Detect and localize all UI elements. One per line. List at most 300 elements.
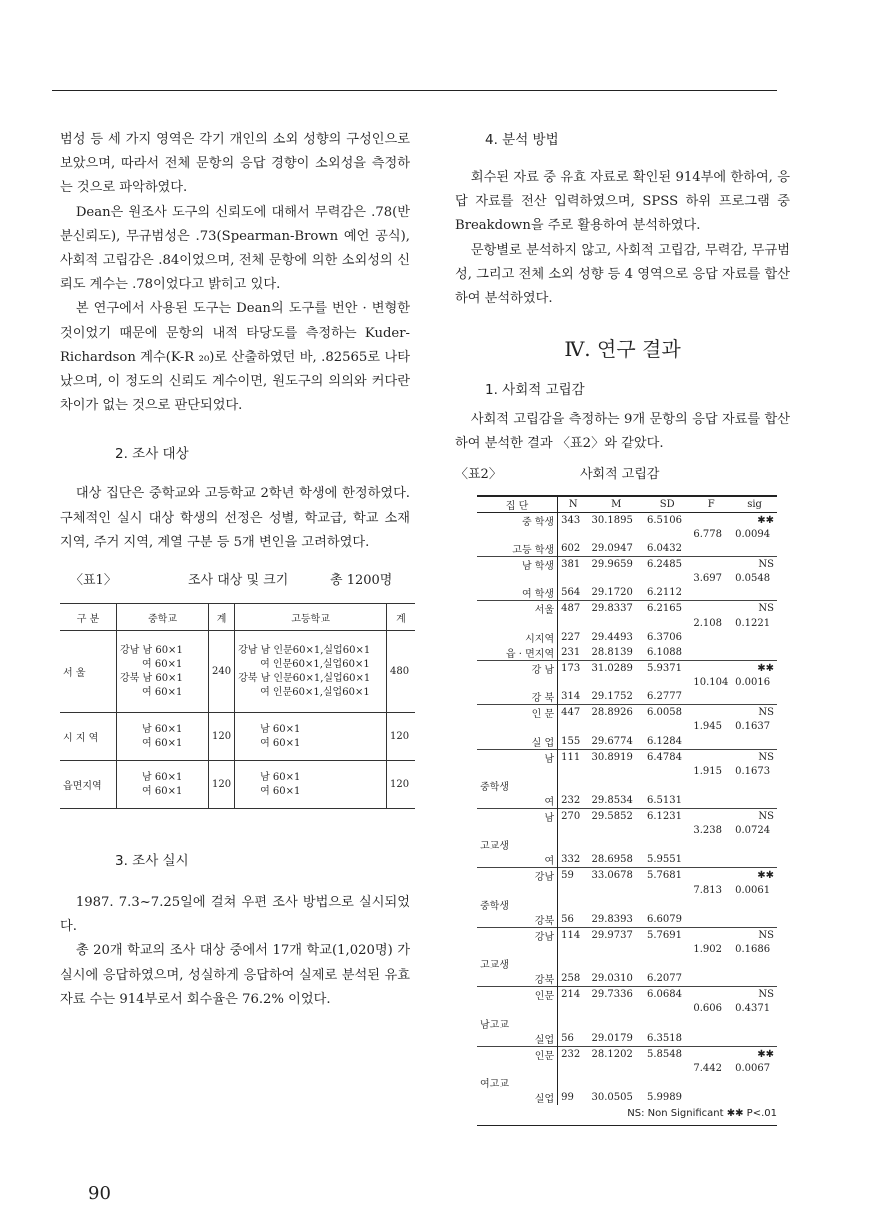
t2-m: 29.8393 [591,913,633,925]
t2-empty [644,824,690,837]
t2-sig-mark: ✱✱ [732,1046,777,1062]
t2-row [477,585,777,601]
t2-empty [644,1075,690,1090]
t2-empty [558,1002,589,1015]
t2-n: 56 [561,913,574,925]
t2-n: 232 [558,1046,589,1062]
t2-f [690,987,732,1003]
t2-empty [644,765,690,778]
t2-sig-mark: NS [732,705,777,721]
t2-sd: 5.7691 [644,927,690,943]
t2-group: 강북 [477,912,558,928]
t2-header: F [690,496,732,513]
t2-p: 0.0016 [735,676,771,688]
t2-f [690,793,732,809]
t2-f: 7.442 [693,1062,722,1074]
t2-f: 6.778 [693,528,722,540]
t2-sig [732,585,777,601]
t2-empty [644,943,690,956]
left-paragraph-3: 본 연구에서 사용된 도구는 Dean의 도구를 번안 · 변형한 것이었기 때문에 문항의 내적 타당도를 측정하는 Kuder-Richardson 계수(K-R ₂₀)로 산출하였던 바, .82565로 나타났으며, 이 정도의 신뢰도 계수이면, 원도구의 의의와 커다란 차이가 없는 것으로 판단되었다. [60,301,410,414]
t2-empty [558,1075,589,1090]
t2-sig [732,852,777,868]
t2-sig-mark: NS [732,987,777,1003]
section-1-heading: 1. 사회적 고립감 [485,382,585,399]
t2-sd: 6.4784 [644,749,690,765]
t2-group: 강 남 [477,660,558,676]
t2-empty [588,883,644,896]
t2-sd: 6.0684 [644,987,690,1003]
t2-row [477,912,777,928]
t2-empty [732,897,777,912]
t2-group: 여 [477,793,558,809]
t2-row [477,601,777,617]
t1-header: 구 분 [60,604,117,631]
t1-m-total: 240 [209,631,235,713]
t2-n: 487 [558,601,589,617]
t2-sd: 6.2112 [647,587,682,599]
table2-note: NS: Non Significant ✱✱ P<.01 [477,1105,777,1126]
t2-n: 114 [558,927,589,943]
t2-f [690,1031,732,1047]
t2-n: 231 [561,646,581,658]
t2-sig [732,689,777,705]
t2-m: 28.8139 [591,646,633,658]
t1-region: 읍면지역 [60,761,117,809]
page-number: 90 [88,1183,111,1204]
t2-f: 0.606 [693,1003,722,1015]
t1-m-total: 120 [209,761,235,809]
t2-sd: 6.2165 [644,601,690,617]
t2-group [477,720,558,733]
t2-sd: 6.6079 [647,913,682,925]
t2-f [690,749,732,765]
left-paragraph-1: 범성 등 세 가지 영역은 각기 개인의 소외 성향의 구성인으로 보았으며, 따라서 전체 문항의 응답 경향이 소외성을 측정하는 것으로 파악하였다. [60,132,410,196]
t2-sig [732,630,777,645]
t1-high [235,761,387,809]
t1-header: 계 [209,604,235,631]
top-rule [52,90,777,91]
t2-header: SD [644,496,690,513]
t2-sd: 5.7681 [644,868,690,884]
t2-m: 30.8919 [588,749,644,765]
t2-empty [588,528,644,541]
left-paragraph-5: 1987. 7.3~7.25일에 걸쳐 우편 조사 방법으로 실시되었다. [60,895,410,935]
t2-f [690,927,732,943]
t2-m: 30.1895 [588,512,644,528]
t2-group: 인문 [477,987,558,1003]
t2-f [690,585,732,601]
t2-sd: 6.2777 [647,691,682,703]
t2-row [477,1031,777,1047]
t2-group: 여 [477,852,558,868]
left-paragraph-6: 총 20개 학교의 조사 대상 중에서 17개 학교(1,020명) 가 실시에 응답하였으며, 성실하게 응답하여 실제로 분석된 유효 자료 수는 914부로서 회수율은 76.2% 이었다. [60,943,410,1007]
t2-m: 29.1720 [591,587,633,599]
t2-group: 여 학생 [477,585,558,601]
t2-empty [644,883,690,896]
t2-row [477,1062,777,1075]
t2-subgroup-label: 중학생 [477,897,558,912]
t2-n: 447 [558,705,589,721]
right-paragraph-1: 회수된 자료 중 유효 자료로 확인된 914부에 한하여, 응답 자료를 전산 입력하였으며, SPSS 하위 프로그램 중 Breakdown을 주로 활용하여 분석하였다. [455,170,790,234]
t2-n: 99 [561,1091,574,1103]
t1-cell-line: 남 60×1 [260,723,301,735]
t2-sd: 6.3518 [647,1032,682,1044]
t2-row [477,765,777,778]
t2-group: 실 업 [477,734,558,750]
section-2-heading: 2. 조사 대상 [115,446,189,463]
t2-m: 29.1752 [591,691,633,703]
t2-m: 31.0289 [588,660,644,676]
t2-subgroup-label: 고교생 [477,837,558,852]
t2-subgroup-label: 남고교 [477,1016,558,1031]
t2-empty [644,528,690,541]
t2-f [690,1090,732,1105]
t2-f: 10.104 [693,676,729,688]
t1-cell-line: 여 인문60×1,실업60×1 [260,686,370,698]
t2-f: 1.945 [693,721,722,733]
t2-row [477,749,777,765]
t2-sig [732,971,777,987]
t1-cell-line: 강북 남 60×1 [120,672,183,684]
t1-middle [117,713,209,761]
t2-sd: 5.8548 [644,1046,690,1062]
t2-empty [588,676,644,689]
t1-cell-line: 강남 남 인문60×1,실업60×1 [238,644,371,656]
t2-f [690,912,732,928]
t2-sd: 6.1088 [647,646,682,658]
t2-m: 29.0310 [591,973,633,985]
t2-group: 실업 [477,1090,558,1105]
t2-group [477,616,558,629]
t2-m: 28.8926 [588,705,644,721]
t2-empty [588,1062,644,1075]
t2-f: 3.697 [693,573,722,585]
t2-sig [732,734,777,750]
t2-group: 인문 [477,1046,558,1062]
t2-p: 0.0724 [735,825,771,837]
t2-empty [588,1075,644,1090]
t2-row [477,689,777,705]
t1-row [60,713,415,761]
t1-cell-line: 여 60×1 [142,785,183,797]
t2-group: 서울 [477,601,558,617]
t2-sd: 6.1231 [644,808,690,824]
t2-subgroup-label: 여고교 [477,1075,558,1090]
t2-n: 602 [561,543,581,555]
t2-empty [644,778,690,793]
right-column [455,128,790,1126]
t2-empty [588,616,644,629]
t2-n: 214 [558,987,589,1003]
t2-row [477,1002,777,1015]
t2-f [690,689,732,705]
t2-empty [588,897,644,912]
t2-row [477,778,777,793]
t2-empty [588,572,644,585]
t2-row [477,987,777,1003]
t2-empty [558,778,589,793]
t1-middle [117,761,209,809]
t2-sig [732,793,777,809]
t2-sd: 6.5131 [647,794,682,806]
t2-empty [558,1016,589,1031]
t2-row [477,971,777,987]
t2-f [690,601,732,617]
t2-f [690,541,732,557]
t2-sig-mark: ✱✱ [732,660,777,676]
t2-row [477,660,777,676]
t1-header: 계 [387,604,416,631]
t2-empty [690,837,732,852]
t2-row [477,1046,777,1062]
t2-row [477,734,777,750]
t2-empty [644,897,690,912]
t2-row [477,705,777,721]
t2-empty [644,1016,690,1031]
t1-h-total: 120 [387,761,416,809]
t2-row [477,1016,777,1031]
left-column [60,128,410,1012]
t2-f [690,645,732,661]
t2-empty [558,956,589,971]
t2-sd: 6.2485 [644,557,690,573]
t2-empty [558,1062,589,1075]
t2-empty [558,528,589,541]
t2-n: 564 [561,587,581,599]
t2-n: 314 [561,691,581,703]
t2-n: 332 [561,854,581,866]
t2-f [690,705,732,721]
t2-empty [644,720,690,733]
t2-header: M [588,496,644,513]
t2-empty [690,778,732,793]
t2-n: 258 [561,973,581,985]
t2-row [477,630,777,645]
table2-label: 〈표2〉 [455,466,502,482]
t2-group [477,824,558,837]
t2-f [690,557,732,573]
t2-p: 0.1637 [735,721,771,733]
t2-empty [558,883,589,896]
t2-n: 59 [558,868,589,884]
t2-m: 29.0947 [591,543,633,555]
t2-row [477,824,777,837]
t2-m: 33.0678 [588,868,644,884]
t2-empty [588,837,644,852]
t2-f [690,808,732,824]
t2-f: 7.813 [693,884,722,896]
section-4-heading: 4. 분석 방법 [485,132,559,148]
t2-group [477,943,558,956]
t2-sd: 6.1284 [647,735,682,747]
t2-sd: 6.3706 [647,631,682,643]
t1-header: 고등학교 [235,604,387,631]
t2-row [477,897,777,912]
t1-region: 시 지 역 [60,713,117,761]
t2-empty [690,897,732,912]
table2 [477,495,777,1105]
t2-group: 시지역 [477,630,558,645]
t1-cell-line: 여 60×1 [260,737,301,749]
t2-empty [732,1016,777,1031]
t2-empty [644,616,690,629]
t1-cell-line: 여 60×1 [142,658,183,670]
t2-f [690,630,732,645]
t2-n: 270 [558,808,589,824]
t2-m: 29.8534 [591,794,633,806]
t2-row [477,808,777,824]
t2-row [477,676,777,689]
t1-high [235,713,387,761]
t2-empty [690,1075,732,1090]
t2-sig-mark: NS [732,749,777,765]
t2-row [477,956,777,971]
t2-group [477,765,558,778]
t2-m: 30.0505 [591,1091,633,1103]
t1-cell-line: 남 60×1 [142,723,183,735]
t2-empty [690,956,732,971]
t2-m: 29.9659 [588,557,644,573]
t2-group [477,572,558,585]
t1-cell-line: 남 60×1 [260,771,301,783]
t2-p: 0.0067 [735,1062,771,1074]
t2-f: 2.108 [693,617,722,629]
section-3-heading: 3. 조사 실시 [115,853,189,870]
t2-p: 0.1673 [735,765,771,777]
t2-m: 28.1202 [588,1046,644,1062]
t2-group [477,676,558,689]
t2-row [477,852,777,868]
t2-m: 29.4493 [591,631,633,643]
t2-p: 0.4371 [735,1003,771,1015]
t2-empty [732,1075,777,1090]
t2-empty [558,720,589,733]
t2-sig [732,645,777,661]
t1-cell-line: 강남 남 60×1 [120,644,183,656]
t2-header: sig [732,496,777,513]
t2-group [477,528,558,541]
t2-row [477,927,777,943]
left-paragraph-4: 대상 집단은 중학교와 고등학교 2학년 학생에 한정하였다. 구체적인 실시 대상 학생의 선정은 성별, 학교급, 학교 소재 지역, 주거 지역, 계열 구분 등 5개 변인을 고려하였다. [60,486,410,550]
t1-h-total: 120 [387,713,416,761]
t2-row [477,837,777,852]
t1-high [235,631,387,713]
t2-sig-mark: ✱✱ [732,868,777,884]
t2-empty [732,778,777,793]
t2-empty [644,1062,690,1075]
t2-row [477,943,777,956]
t2-group: 고등 학생 [477,541,558,557]
table1-label: 〈표1〉 [70,573,117,589]
t2-m: 29.8337 [588,601,644,617]
table1-caption [60,569,410,589]
t2-header: N [558,496,589,513]
t1-row [60,761,415,809]
t1-middle [117,631,209,713]
t1-cell-line: 강북 남 인문60×1,실업60×1 [238,672,371,684]
table2-title: 사회적 고립감 [580,466,660,482]
t2-row [477,793,777,809]
t1-row [60,631,415,713]
left-paragraph-2: Dean은 원조사 도구의 신뢰도에 대해서 무력감은 .78(반분신뢰도), 무규범성은 .73(Spearman-Brown 예언 공식), 사회적 고립감은 .84이었으며, 전체 문항에 의한 소외성의 신뢰도 계수는 .78이었다고 밝히고 있다. [60,204,410,293]
t2-n: 232 [561,794,581,806]
t2-row [477,720,777,733]
t2-sd: 6.0432 [647,543,682,555]
t2-sig [732,1090,777,1105]
t2-m: 29.5852 [588,808,644,824]
t1-region: 서 울 [60,631,117,713]
t2-p: 0.0061 [735,884,771,896]
t2-n: 381 [558,557,589,573]
t2-group: 실업 [477,1031,558,1047]
t2-empty [732,837,777,852]
t2-row [477,616,777,629]
t2-group: 강북 [477,971,558,987]
t1-cell-line: 여 60×1 [260,785,301,797]
t2-f [690,868,732,884]
t2-empty [558,837,589,852]
t2-row [477,557,777,573]
t2-header-row [477,496,777,513]
t2-row [477,541,777,557]
t2-sig-mark: NS [732,601,777,617]
t2-sig-mark: NS [732,927,777,943]
t2-m: 29.9737 [588,927,644,943]
t2-f: 3.238 [693,825,722,837]
t2-row [477,1075,777,1090]
t2-group [477,1002,558,1015]
t2-sig-mark: NS [732,808,777,824]
t2-f [690,1046,732,1062]
t2-f: 1.902 [693,943,722,955]
t2-sig-mark: NS [732,557,777,573]
t2-group: 읍 · 면지역 [477,645,558,661]
t2-empty [558,943,589,956]
t2-n: 173 [558,660,589,676]
t2-group [477,883,558,896]
t2-empty [558,897,589,912]
t2-group: 남 [477,749,558,765]
t2-subgroup-label: 고교생 [477,956,558,971]
t2-row [477,572,777,585]
t2-empty [558,765,589,778]
t2-group: 중 학생 [477,512,558,528]
t2-f [690,734,732,750]
t2-row [477,528,777,541]
t1-h-total: 480 [387,631,416,713]
t1-m-total: 120 [209,713,235,761]
t2-n: 227 [561,631,581,643]
t2-n: 111 [558,749,589,765]
t2-sd: 5.9371 [644,660,690,676]
t2-empty [644,956,690,971]
t2-m: 28.6958 [591,854,633,866]
t1-cell-line: 여 인문60×1,실업60×1 [260,658,370,670]
t2-empty [588,1016,644,1031]
t2-empty [644,572,690,585]
t2-empty [588,778,644,793]
t2-sd: 5.9989 [647,1091,682,1103]
t2-empty [558,676,589,689]
t2-m: 29.7336 [588,987,644,1003]
t2-m: 29.0179 [591,1032,633,1044]
t1-cell-line: 남 60×1 [142,771,183,783]
t2-empty [644,1002,690,1015]
t2-row [477,645,777,661]
t2-group: 강남 [477,868,558,884]
t2-row [477,512,777,528]
t2-n: 343 [558,512,589,528]
